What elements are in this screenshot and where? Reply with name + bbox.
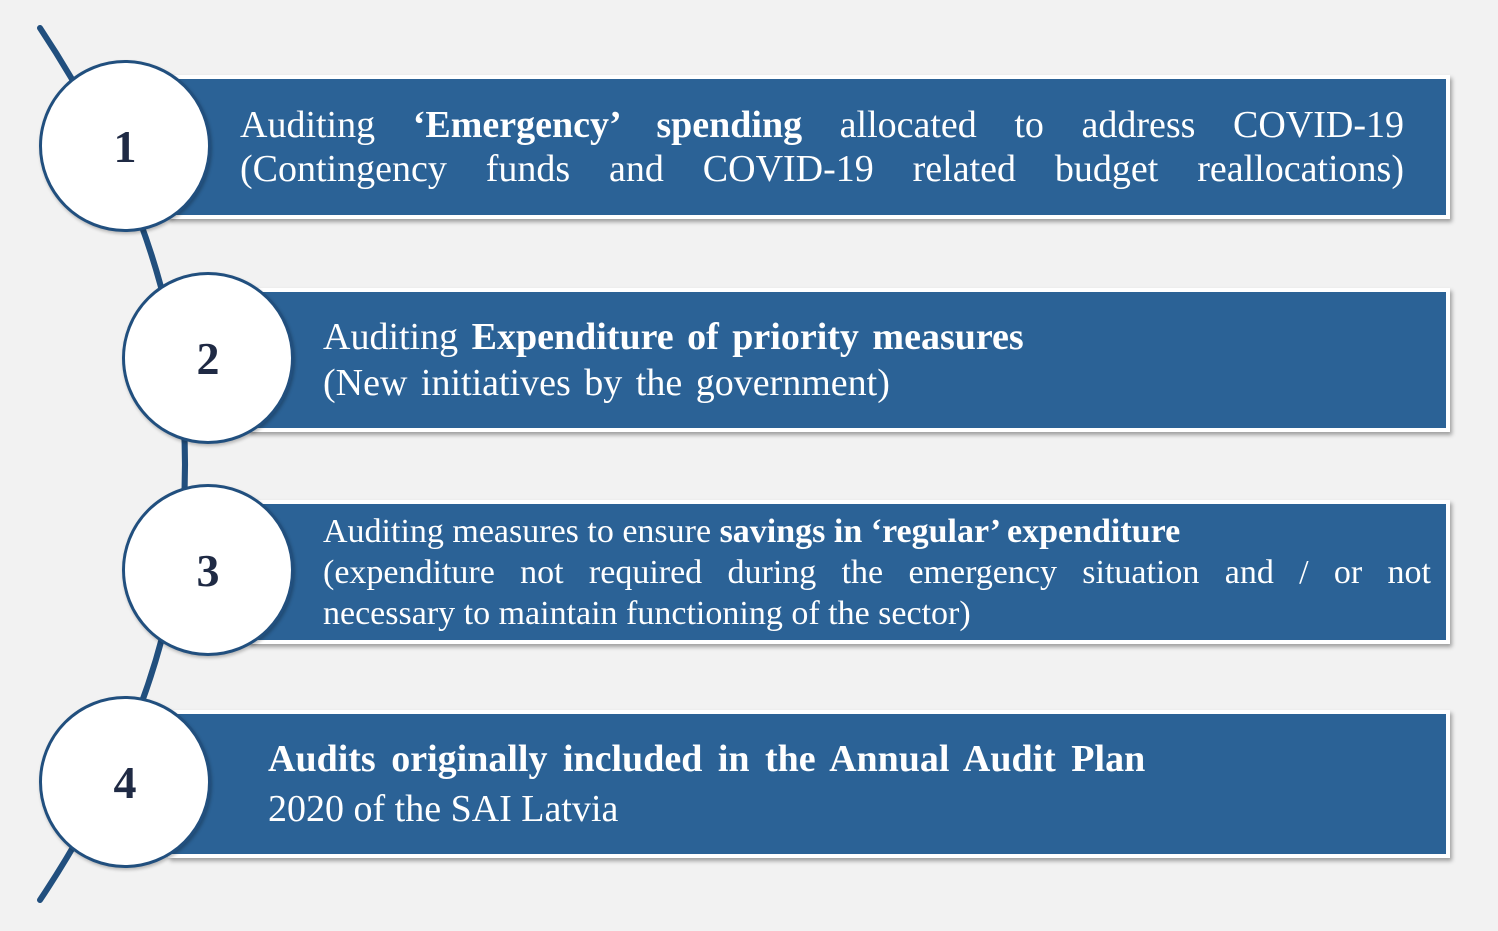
step-2-number-circle (122, 272, 294, 444)
step-3-line-1-part-1: Auditing measures to ensure (323, 512, 720, 550)
step-3-number-circle (122, 484, 294, 656)
step-4-line-2 (268, 784, 1368, 834)
step-2-line-1-part-2: Expenditure of priority measures (471, 316, 1024, 358)
step-2-text (323, 292, 1423, 428)
step-2-box (248, 288, 1450, 432)
step-3-line-3-part-1: necessary to maintain functioning of the sector) (323, 594, 971, 632)
step-3-line-1-part-2: savings in ‘regular’ expenditure (719, 512, 1181, 550)
step-3-line-3 (323, 593, 1431, 634)
step-4-line-1 (268, 734, 1368, 784)
step-3-line-2 (323, 552, 1431, 593)
step-4-line-2-part-1: 2020 of the SAI Latvia (268, 788, 619, 830)
step-2-line-2-part-1: (New initiatives by the government) (323, 362, 890, 404)
step-1-line-1-part-2: ‘Emergency’ spending (412, 104, 803, 146)
step-1-line-2-part-1: (Contingency funds and COVID-19 related budget reallocations) (240, 148, 1404, 190)
step-4-box (168, 710, 1450, 858)
step-3-box (248, 500, 1450, 644)
step-3-line-2-part-1: (expenditure not required during the emergency situation and / or not (323, 553, 1431, 591)
step-1-line-1-part-3: allocated to address COVID-19 (802, 104, 1404, 146)
step-1-box (168, 75, 1450, 219)
step-1-line-1 (240, 103, 1404, 147)
step-1-number-circle (39, 60, 211, 232)
step-4-text (268, 714, 1368, 854)
step-3-number: 3 (196, 544, 220, 596)
step-4-number-circle (39, 696, 211, 868)
step-2-number: 2 (196, 332, 220, 384)
step-4-line-1-part-1: Audits originally included in the Annual Audit Plan (268, 738, 1146, 780)
step-2-line-1-part-1: Auditing (323, 316, 472, 358)
step-1-line-1-part-1: Auditing (240, 104, 413, 146)
step-4-number: 4 (113, 756, 137, 808)
step-1-line-2 (240, 147, 1404, 191)
step-2-line-2 (323, 360, 1423, 406)
step-3-line-1 (323, 511, 1431, 552)
step-2-line-1 (323, 314, 1423, 360)
step-1-text (240, 79, 1404, 215)
step-1-number: 1 (113, 120, 137, 172)
step-3-text (323, 504, 1431, 640)
